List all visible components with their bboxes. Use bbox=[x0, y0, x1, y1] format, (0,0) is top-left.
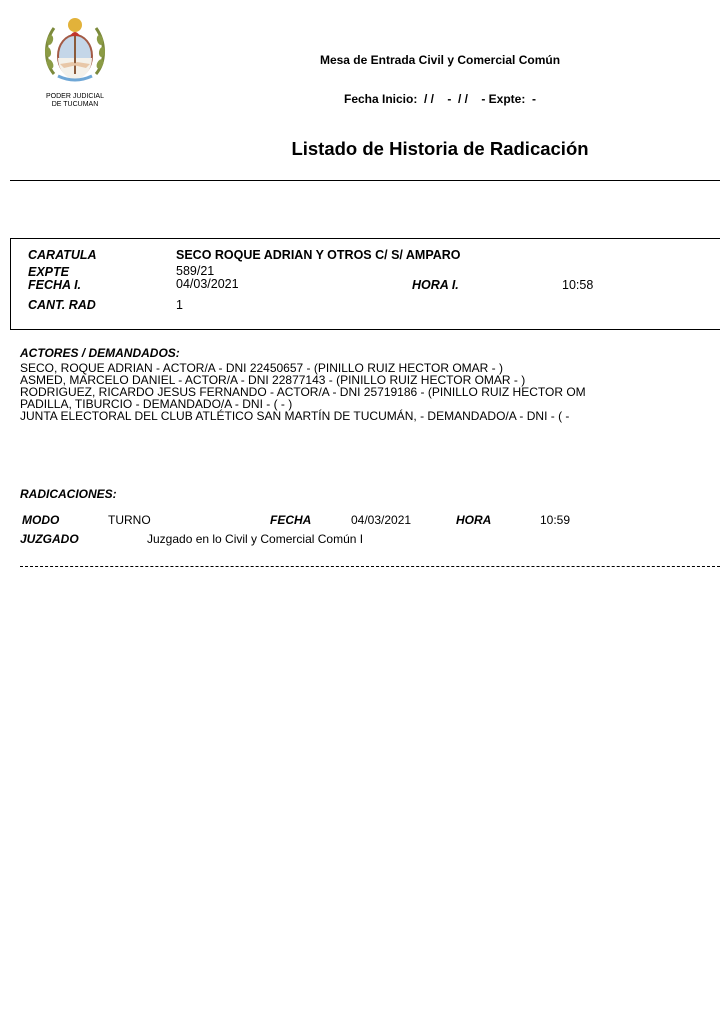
juzgado-label: JUZGADO bbox=[20, 532, 79, 546]
modo-label: MODO bbox=[22, 513, 60, 527]
demandado-line: PADILLA, TIBURCIO - DEMANDADO/A - DNI - ( - ) bbox=[20, 397, 293, 411]
coat-of-arms-logo bbox=[40, 12, 110, 90]
actor-line: SECO, ROQUE ADRIAN - ACTOR/A - DNI 22450657 - (PINILLO RUIZ HECTOR OMAR - ) bbox=[20, 361, 503, 375]
modo-value: TURNO bbox=[108, 513, 151, 527]
fecha-i-label: FECHA I. bbox=[28, 278, 82, 292]
hora-i-label: HORA I. bbox=[412, 278, 459, 292]
caratula-label: CARATULA bbox=[28, 248, 97, 262]
hora-value: 10:59 bbox=[540, 513, 571, 527]
fecha-value: 04/03/2021 bbox=[351, 513, 412, 527]
actor-line: RODRIGUEZ, RICARDO JESUS FERNANDO - ACTOR/A - DNI 25719186 - (PINILLO RUIZ HECTOR OM bbox=[20, 385, 586, 399]
office-name: Mesa de Entrada Civil y Comercial Común bbox=[319, 53, 561, 67]
hora-i-value: 10:58 bbox=[562, 278, 594, 292]
hora-label: HORA bbox=[456, 513, 492, 527]
fecha-label: FECHA bbox=[270, 513, 312, 527]
caratula-value: SECO ROQUE ADRIAN Y OTROS C/ S/ AMPARO bbox=[176, 248, 461, 262]
logo-caption bbox=[30, 93, 120, 109]
fecha-i-value: 04/03/2021 bbox=[176, 277, 239, 291]
actores-heading: ACTORES / DEMANDADOS: bbox=[20, 346, 180, 360]
expte-value: 589/21 bbox=[176, 264, 215, 278]
logo-caption-line1: PODER JUDICIAL bbox=[46, 93, 104, 100]
demandado-line: JUNTA ELECTORAL DEL CLUB ATLÉTICO SAN MARTÍN DE TUCUMÁN, - DEMANDADO/A - DNI - ( - bbox=[20, 409, 570, 423]
cant-rad-value: 1 bbox=[176, 298, 183, 312]
cant-rad-label: CANT. RAD bbox=[28, 298, 96, 312]
page-title: Listado de Historia de Radicación bbox=[291, 138, 589, 159]
actor-line: ASMED, MARCELO DANIEL - ACTOR/A - DNI 22877143 - (PINILLO RUIZ HECTOR OMAR - ) bbox=[20, 373, 526, 387]
logo-caption-line2: DE TUCUMAN bbox=[51, 101, 99, 108]
expte-label: EXPTE bbox=[28, 265, 69, 279]
dashed-separator bbox=[20, 566, 720, 567]
header-divider bbox=[10, 180, 720, 181]
radicaciones-heading: RADICACIONES: bbox=[20, 487, 117, 501]
fecha-inicio-line: Fecha Inicio: / / - / / - Expte: - bbox=[343, 92, 537, 106]
juzgado-value: Juzgado en lo Civil y Comercial Común I bbox=[147, 532, 364, 546]
